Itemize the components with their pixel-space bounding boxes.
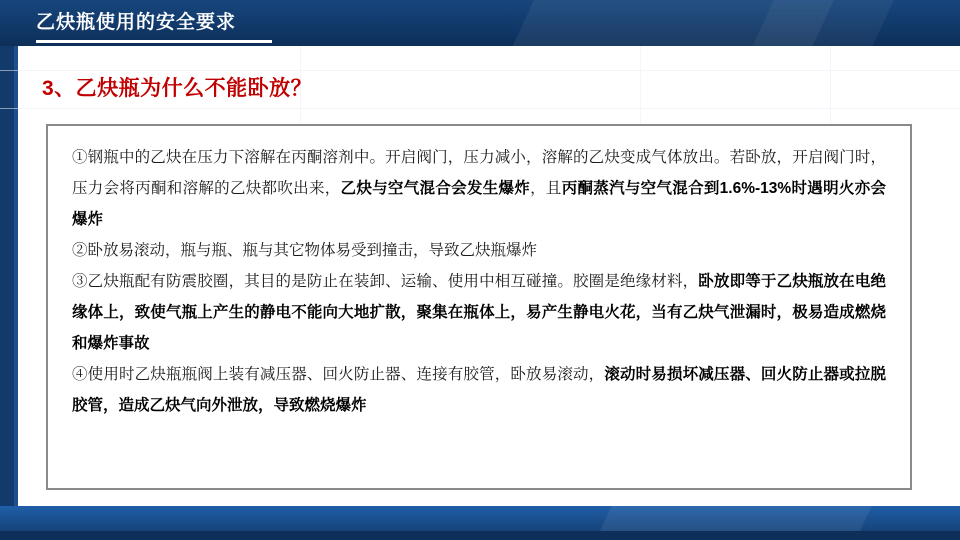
paragraph-4: ④使用时乙炔瓶瓶阀上装有减压器、回火防止器、连接有胶管，卧放易滚动，滚动时易损坏减压器、回火防止器或拉脱胶管，造成乙炔气向外泄放，导致燃烧爆炸 <box>72 366 886 414</box>
slide-header <box>0 0 960 46</box>
content-box <box>46 124 912 490</box>
page-title: 乙炔瓶使用的安全要求 <box>36 12 237 33</box>
section-heading: 3、乙炔瓶为什么不能卧放？ <box>42 77 313 100</box>
footer-dark-edge <box>0 531 960 540</box>
content-body <box>48 126 910 431</box>
paragraph-2: ②卧放易滚动，瓶与瓶、瓶与其它物体易受到撞击，导致乙炔瓶爆炸 <box>72 242 538 259</box>
paragraph-3: ③乙炔瓶配有防震胶圈，其目的是防止在装卸、运输、使用中相互碰撞。胶圈是绝缘材料，卧放即等于乙炔瓶放在电绝缘体上，致使气瓶上产生的静电不能向大地扩散，聚集在瓶体上，易产生静电火花，当有乙炔气泄漏时，极易造成燃烧和爆炸事故 <box>72 273 886 352</box>
slide-footer <box>0 506 960 540</box>
title-underline <box>36 40 272 43</box>
paragraph-1: ①钢瓶中的乙炔在压力下溶解在丙酮溶剂中。开启阀门，压力减小，溶解的乙炔变成气体放出。若卧放，开启阀门时，压力会将丙酮和溶解的乙炔都吹出来，乙炔与空气混合会发生爆炸，且丙酮蒸汽与空气混合到1.6%-13%时遇明火亦会爆炸 <box>72 149 886 228</box>
